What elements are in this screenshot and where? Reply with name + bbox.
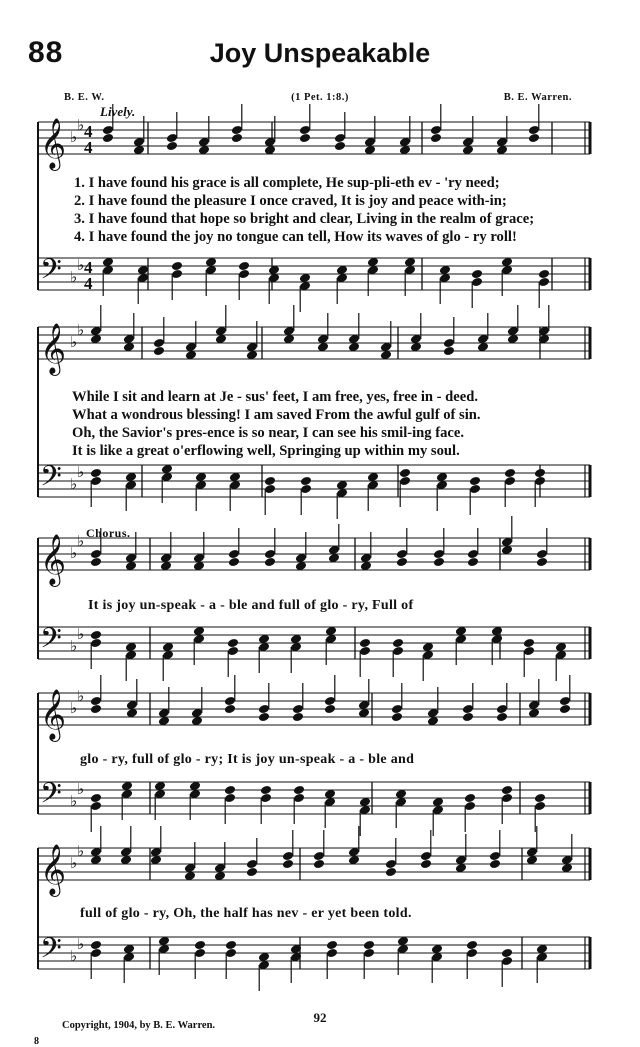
treble-clef-icon: 𝄞 — [40, 323, 67, 374]
verse-1-line-1: 1. I have found his grace is all complete, He sup-pli-eth ev - 'ry need; — [74, 175, 500, 191]
note-head — [225, 940, 237, 951]
treble-clef-icon: 𝄞 — [40, 534, 67, 585]
chorus-line-3: full of glo - ry, Oh, the half has nev - er yet been told. — [80, 906, 412, 921]
note-head — [534, 793, 546, 804]
treble-clef-icon: 𝄞 — [40, 844, 67, 895]
flat-icon: ♭ — [70, 699, 78, 717]
note-head — [523, 638, 535, 649]
tempo-marking: Lively. — [100, 104, 136, 119]
note-head — [90, 630, 102, 641]
treble-clef-icon: 𝄞 — [40, 689, 67, 740]
note-head — [238, 261, 250, 272]
chorus-label: Chorus. — [86, 526, 131, 540]
verse-2-line-1: 2. I have found the pleasure I once craved, It is joy and peace with-in; — [74, 193, 507, 209]
time-signature: 4 — [84, 122, 93, 141]
flat-icon: ♭ — [77, 935, 85, 953]
note-head — [299, 133, 311, 144]
bass-clef-icon: 𝄢 — [40, 777, 62, 817]
flat-icon: ♭ — [70, 544, 78, 562]
note-head — [293, 785, 305, 796]
note-head — [224, 704, 236, 715]
note-head — [359, 638, 371, 649]
flat-icon: ♭ — [77, 842, 85, 860]
verse-2-line-2: What a wondrous blessing! I am saved From the awful gulf of sin. — [72, 407, 481, 423]
note-head — [430, 133, 442, 144]
note-head — [194, 940, 206, 951]
note-head — [471, 269, 483, 280]
note-head — [559, 704, 571, 715]
note-head — [464, 793, 476, 804]
page-mark: 8 — [34, 1036, 39, 1047]
time-signature: 4 — [84, 258, 93, 277]
note-head — [504, 468, 516, 479]
flat-icon: ♭ — [70, 268, 78, 286]
bass-clef-icon: 𝄢 — [40, 253, 62, 293]
note-head — [324, 704, 336, 715]
time-signature: 4 — [84, 138, 93, 157]
note-head — [90, 940, 102, 951]
verse-4-line-1: 4. I have found the joy no tongue can tell, How its waves of glo - ry roll! — [74, 229, 517, 245]
note-head — [385, 867, 397, 878]
scripture-reference: (1 Pet. 1:8.) — [291, 92, 349, 103]
note-head — [528, 133, 540, 144]
note-head — [260, 785, 272, 796]
note-head — [300, 476, 312, 487]
hymn-number: 88 — [28, 36, 64, 69]
bass-clef-icon: 𝄢 — [40, 622, 62, 662]
note-head — [396, 557, 408, 568]
verse-3-line-1: 3. I have found that hope so bright and clear, Living in the realm of grace; — [74, 211, 535, 227]
note-head — [536, 557, 548, 568]
note-head — [334, 141, 346, 152]
note-head — [466, 940, 478, 951]
chorus-line-1: It is joy un-speak - a - ble and full of glo - ry, Full of — [88, 598, 414, 613]
music-credit: B. E. Warren. — [503, 92, 572, 103]
flat-icon: ♭ — [77, 463, 85, 481]
note-head — [496, 712, 508, 723]
note-head — [469, 476, 481, 487]
flat-icon: ♭ — [70, 128, 78, 146]
note-head — [462, 712, 474, 723]
flat-icon: ♭ — [70, 947, 78, 965]
bass-clef-icon: 𝄢 — [40, 932, 62, 972]
note-head — [102, 133, 114, 144]
bass-clef-icon: 𝄢 — [40, 460, 62, 500]
note-head — [90, 704, 102, 715]
flat-icon: ♭ — [70, 333, 78, 351]
note-head — [392, 638, 404, 649]
note-head — [313, 859, 325, 870]
verse-4-line-2: It is like a great o'erflowing well, Springing up within my soul. — [72, 443, 460, 459]
note-head — [443, 346, 455, 357]
flat-icon: ♭ — [77, 687, 85, 705]
note-head — [227, 638, 239, 649]
note-head — [391, 712, 403, 723]
chorus-line-2: glo - ry, full of glo - ry; It is joy un-speak - a - ble and — [80, 752, 415, 767]
note-head — [420, 859, 432, 870]
note-head — [231, 133, 243, 144]
note-head — [399, 468, 411, 479]
note-head — [501, 948, 513, 959]
note-head — [282, 859, 294, 870]
flat-icon: ♭ — [77, 532, 85, 550]
note-head — [166, 141, 178, 152]
page-number: 92 — [313, 1010, 327, 1025]
note-head — [501, 785, 513, 796]
flat-icon: ♭ — [70, 854, 78, 872]
copyright-notice: Copyright, 1904, by B. E. Warren. — [62, 1020, 216, 1031]
note-head — [363, 940, 375, 951]
note-head — [90, 468, 102, 479]
words-credit: B. E. W. — [64, 92, 105, 103]
time-signature: 4 — [84, 274, 93, 293]
note-head — [538, 269, 550, 280]
verse-3-line-2: Oh, the Savior's pres-ence is so near, I can see his smil-ing face. — [72, 425, 464, 441]
flat-icon: ♭ — [77, 256, 85, 274]
note-head — [534, 468, 546, 479]
note-head — [246, 867, 258, 878]
flat-icon: ♭ — [77, 625, 85, 643]
note-head — [326, 940, 338, 951]
treble-clef-icon: 𝄞 — [40, 118, 67, 169]
note-head — [153, 346, 165, 357]
note-head — [264, 557, 276, 568]
flat-icon: ♭ — [77, 321, 85, 339]
note-head — [228, 557, 240, 568]
flat-icon: ♭ — [70, 792, 78, 810]
note-head — [292, 712, 304, 723]
note-head — [90, 557, 102, 568]
note-head — [489, 859, 501, 870]
flat-icon: ♭ — [70, 637, 78, 655]
note-head — [224, 785, 236, 796]
verse-1-line-2: While I sit and learn at Je - sus' feet, I am free, yes, free in - deed. — [72, 389, 478, 405]
note-head — [264, 476, 276, 487]
flat-icon: ♭ — [77, 780, 85, 798]
note-head — [467, 557, 479, 568]
note-head — [258, 712, 270, 723]
hymn-title: Joy Unspeakable — [209, 38, 431, 68]
note-head — [433, 557, 445, 568]
note-head — [90, 793, 102, 804]
flat-icon: ♭ — [77, 116, 85, 134]
note-head — [171, 261, 183, 272]
flat-icon: ♭ — [70, 475, 78, 493]
